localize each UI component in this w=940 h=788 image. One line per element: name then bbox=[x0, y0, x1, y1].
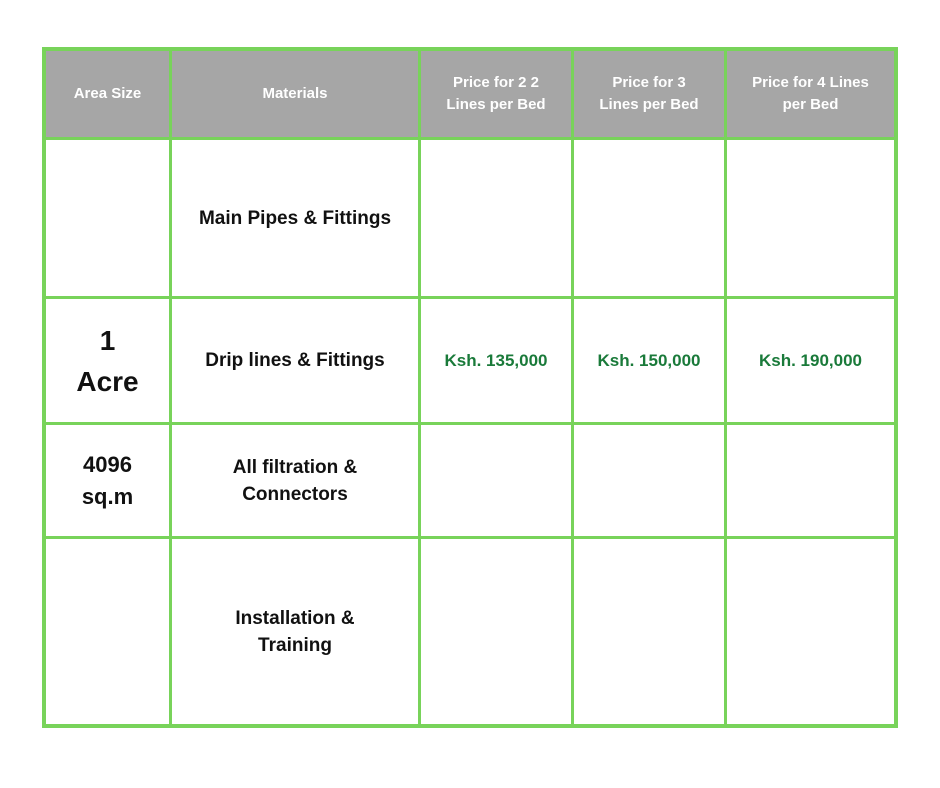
area-value: 1 bbox=[99, 324, 116, 356]
header-price-2-lines: Price for 2 2 Lines per Bed bbox=[446, 74, 546, 113]
price-4-lines: Ksh. 190,000 bbox=[758, 350, 862, 370]
price-2-lines: Ksh. 135,000 bbox=[444, 350, 548, 370]
area-size-sqm bbox=[46, 425, 169, 536]
area-size-acre bbox=[46, 299, 169, 422]
header-price-4-lines: Price for 4 Lines per Bed bbox=[752, 74, 869, 113]
material-installation: Installation & Training bbox=[235, 607, 355, 656]
area-unit: Acre bbox=[76, 365, 139, 397]
material-drip-lines: Drip lines & Fittings bbox=[205, 350, 385, 371]
material-filtration: All filtration & Connectors bbox=[232, 456, 358, 505]
pricing-table bbox=[42, 47, 898, 728]
material-main-pipes: Main Pipes & Fittings bbox=[198, 207, 392, 229]
sqm-value: 4096 bbox=[83, 451, 132, 477]
header-materials: Materials bbox=[262, 85, 328, 102]
header-price-3-lines: Price for 3 Lines per Bed bbox=[599, 74, 699, 113]
header-area-size: Area Size bbox=[73, 85, 142, 102]
sqm-unit: sq.m bbox=[81, 483, 134, 509]
price-3-lines: Ksh. 150,000 bbox=[597, 350, 701, 370]
